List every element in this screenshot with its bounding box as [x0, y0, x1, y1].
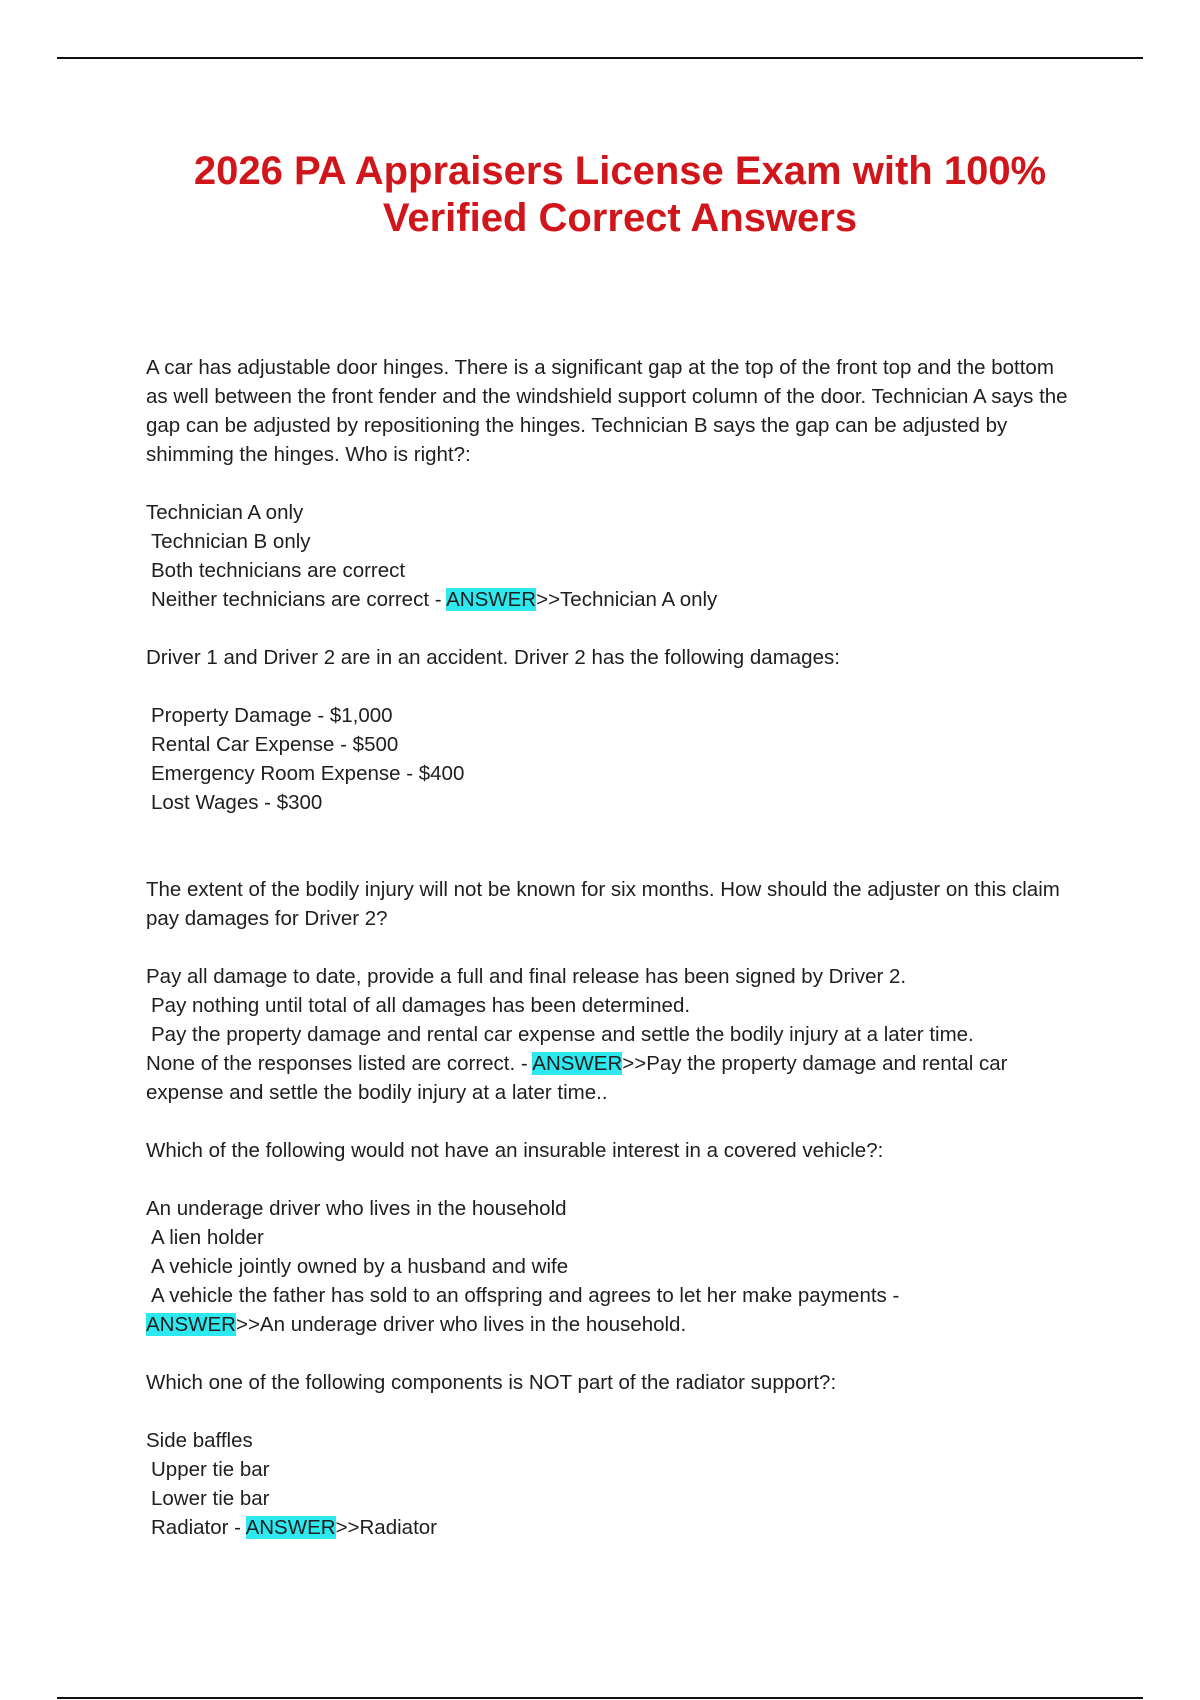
q1-answer: >>Technician A only	[536, 588, 718, 611]
title-line-2: Verified Correct Answers	[382, 196, 858, 240]
title-line-1: 2026 PA Appraisers License Exam with 100%	[193, 149, 1047, 193]
document-body	[146, 353, 1076, 1542]
q4-option-answer-line	[146, 1513, 1076, 1542]
q3-option: A vehicle jointly owned by a husband and wife	[151, 1255, 569, 1278]
answer-highlight: ANSWER	[245, 1516, 336, 1539]
top-rule	[57, 57, 1143, 59]
q2-option: Pay nothing until total of all damages has been determined.	[151, 994, 691, 1017]
answer-highlight: ANSWER	[146, 1313, 236, 1336]
q3-option: A vehicle the father has sold to an offspring and agrees to let her make payments -	[151, 1284, 900, 1307]
q2-option: None of the responses listed are correct. -	[146, 1052, 533, 1075]
q1-option: Both technicians are correct	[151, 559, 406, 582]
question-1-text: A car has adjustable door hinges. There is a significant gap at the top of the front top and the bottom as well between the front fender and the windshield support column of the door. Technician A says the gap can be adjusted by repositioning the hinges. Technician B says the gap can be adjusted by shimming the hinges. Who is right?:	[146, 356, 1068, 466]
damage-item: Lost Wages - $300	[151, 791, 323, 814]
damage-item: Emergency Room Expense - $400	[151, 762, 465, 785]
answer-highlight: ANSWER	[446, 588, 537, 611]
q2-option: Pay the property damage and rental car expense and settle the bodily injury at a later time.	[151, 1023, 974, 1046]
question-2-text: Driver 1 and Driver 2 are in an accident. Driver 2 has the following damages:	[146, 646, 840, 669]
bottom-rule	[57, 1697, 1143, 1699]
damage-item: Rental Car Expense - $500	[151, 733, 399, 756]
q4-option: Upper tie bar	[151, 1458, 270, 1481]
q1-option: Technician A only	[146, 501, 304, 524]
q2-answer: >>Pay the property damage and rental car expense and settle the bodily injury at a later time..	[146, 1052, 1008, 1104]
q3-option: A lien holder	[151, 1226, 264, 1249]
q1-option: Neither technicians are correct -	[151, 588, 447, 611]
question-2-followup: The extent of the bodily injury will not be known for six months. How should the adjuster on this claim pay damages for Driver 2?	[146, 878, 1060, 930]
q4-option: Radiator -	[151, 1516, 246, 1539]
q3-option-answer-line	[146, 1281, 1076, 1339]
damage-item: Property Damage - $1,000	[151, 704, 393, 727]
question-3-text: Which of the following would not have an insurable interest in a covered vehicle?:	[146, 1139, 884, 1162]
q1-option: Technician B only	[151, 530, 311, 553]
q4-option: Lower tie bar	[151, 1487, 270, 1510]
answer-highlight: ANSWER	[532, 1052, 623, 1075]
q2-option: Pay all damage to date, provide a full and final release has been signed by Driver 2.	[146, 965, 907, 988]
q3-option: An underage driver who lives in the household	[146, 1197, 567, 1220]
q2-option-answer-line	[146, 1049, 1076, 1107]
q4-answer: >>Radiator	[335, 1516, 437, 1539]
q4-option: Side baffles	[146, 1429, 253, 1452]
q3-answer: >>An underage driver who lives in the household.	[235, 1313, 687, 1336]
q1-option-answer-line	[146, 585, 1076, 614]
document-title	[0, 148, 1200, 242]
question-4-text: Which one of the following components is NOT part of the radiator support?:	[146, 1371, 837, 1394]
